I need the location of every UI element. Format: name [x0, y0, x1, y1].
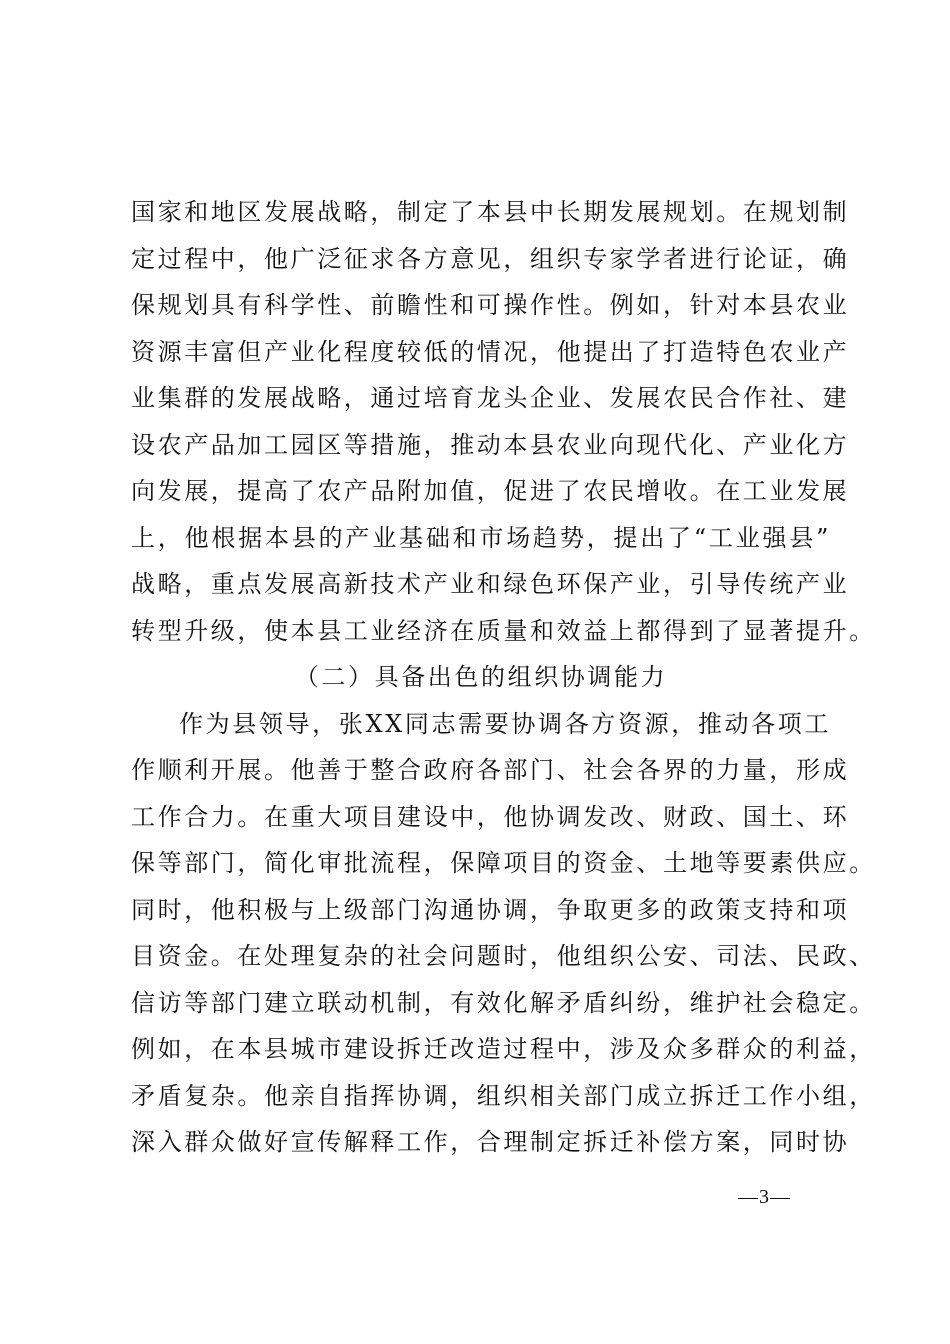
paragraph-line: 上，他根据本县的产业基础和市场趋势，提出了“工业强县” [131, 523, 831, 552]
paragraph-line: 设农产品加工园区等措施，推动本县农业向现代化、产业化方 [131, 430, 850, 459]
paragraph-line: 资源丰富但产业化程度较低的情况，他提出了打造特色农业产 [131, 337, 850, 366]
paragraph-line: 国家和地区发展战略，制定了本县中长期发展规划。在规划制 [131, 198, 850, 226]
paragraph-line: 同时，他积极与上级部门沟通协调，争取更多的政策支持和项 [131, 895, 850, 924]
section-heading: （二）具备出色的组织协调能力 [294, 663, 668, 691]
paragraph-line: 作为县领导，张XX同志需要协调各方资源，推动各项工 [179, 709, 831, 738]
paragraph-line: 业集群的发展战略，通过培育龙头企业、发展农民合作社、建 [131, 384, 850, 412]
paragraph-line: 保等部门，简化审批流程，保障项目的资金、土地等要素供应。 [131, 849, 876, 877]
paragraph-line: 转型升级，使本县工业经济在质量和效益上都得到了显著提升。 [131, 616, 876, 645]
paragraph-line: 矛盾复杂。他亲自指挥协调，组织相关部门成立拆迁工作小组， [131, 1081, 876, 1110]
paragraph-line: 作顺利开展。他善于整合政府各部门、社会各界的力量，形成 [131, 756, 850, 784]
paragraph-line: 工作合力。在重大项目建设中，他协调发改、财政、国土、环 [131, 802, 850, 831]
paragraph-line: 保规划具有科学性、前瞻性和可操作性。例如，针对本县农业 [131, 291, 850, 319]
paragraph-line: 信访等部门建立联动机制，有效化解矛盾纠纷，维护社会稳定。 [131, 988, 876, 1017]
body-text [131, 189, 876, 1166]
page-number: —3— [738, 1186, 791, 1208]
paragraph-line: 战略，重点发展高新技术产业和绿色环保产业，引导传统产业 [131, 570, 850, 598]
paragraph-line: 向发展，提高了农产品附加值，促进了农民增收。在工业发展 [131, 477, 850, 505]
paragraph-line: 定过程中，他广泛征求各方意见，组织专家学者进行论证，确 [131, 244, 850, 273]
paragraph-line: 深入群众做好宣传解释工作，合理制定拆迁补偿方案，同时协 [131, 1128, 850, 1156]
paragraph-line: 例如，在本县城市建设拆迁改造过程中，涉及众多群众的利益， [131, 1035, 876, 1063]
paragraph-line: 目资金。在处理复杂的社会问题时，他组织公安、司法、民政、 [131, 942, 876, 970]
